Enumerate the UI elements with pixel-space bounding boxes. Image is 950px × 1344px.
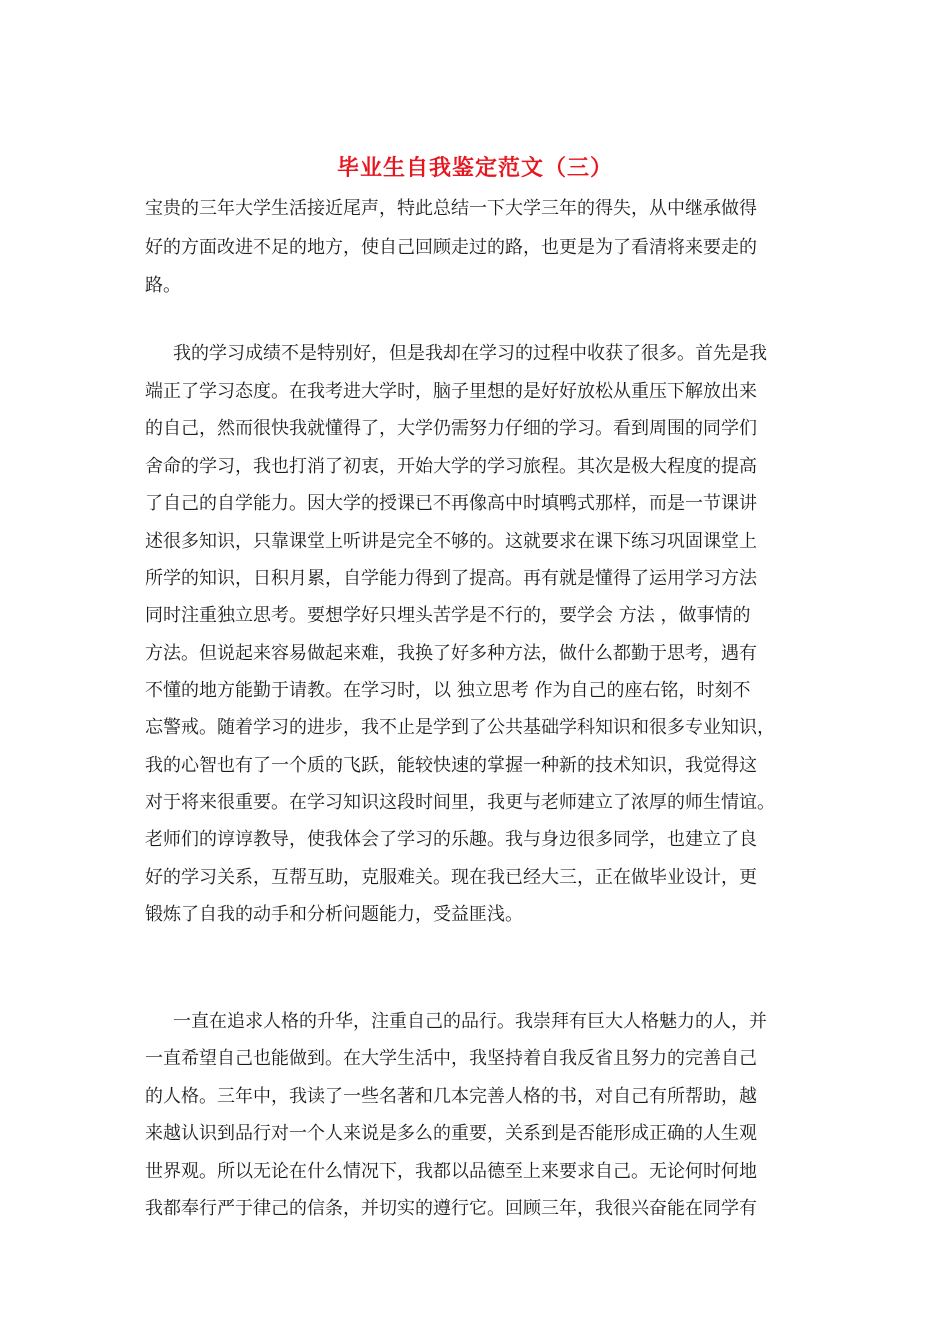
paragraph-line: 舍命的学习，我也打消了初衷，开始大学的学习旅程。其次是极大程度的提高 (145, 456, 757, 477)
document-title: 毕业生自我鉴定范文（三） (336, 155, 613, 181)
paragraph-line: 不懂的地方能勤于请教。在学习时，以 独立思考 作为自己的座右铭，时刻不 (145, 680, 751, 701)
paragraph-line: 述很多知识，只靠课堂上听讲是完全不够的。这就要求在课下练习巩固课堂上 (145, 531, 757, 552)
paragraph-line: 好的方面改进不足的地方，使自己回顾走过的路，也更是为了看清将来要走的 (145, 237, 757, 258)
paragraph-line: 我的学习成绩不是特别好，但是我却在学习的过程中收获了很多。首先是我 (173, 343, 767, 364)
paragraph-line: 一直希望自己也能做到。在大学生活中，我坚持着自我反省且努力的完善自己 (145, 1048, 757, 1069)
paragraph-line: 忘警戒。随着学习的进步，我不止是学到了公共基础学科知识和很多专业知识， (145, 717, 775, 738)
paragraph-line: 所学的知识，日积月累，自学能力得到了提高。再有就是懂得了运用学习方法 (145, 568, 757, 589)
paragraph-line: 对于将来很重要。在学习知识这段时间里，我更与老师建立了浓厚的师生情谊。 (145, 792, 775, 813)
paragraph-line: 同时注重独立思考。要想学好只埋头苦学是不行的，要学会 方法 ，做事情的 (145, 605, 751, 626)
paragraph-line: 了自己的自学能力。因大学的授课已不再像高中时填鸭式那样，而是一节课讲 (145, 493, 757, 514)
paragraph-line: 我的心智也有了一个质的飞跃，能较快速的掌握一种新的技术知识，我觉得这 (145, 755, 757, 776)
paragraph-line: 锻炼了自我的动手和分析问题能力，受益匪浅。 (145, 904, 523, 925)
paragraph-line: 老师们的谆谆教导，使我体会了学习的乐趣。我与身边很多同学，也建立了良 (145, 829, 757, 850)
paragraph-line: 路。 (145, 275, 181, 296)
paragraph-line: 一直在追求人格的升华，注重自己的品行。我崇拜有巨大人格魅力的人，并 (173, 1011, 767, 1032)
paragraph-line: 来越认识到品行对一个人来说是多么的重要，关系到是否能形成正确的人生观 (145, 1123, 757, 1144)
paragraph-line: 的人格。三年中，我读了一些名著和几本完善人格的书，对自己有所帮助，越 (145, 1086, 757, 1107)
paragraph-line: 我都奉行严于律己的信条，并切实的遵行它。回顾三年，我很兴奋能在同学有 (145, 1198, 757, 1219)
paragraph-line: 方法。但说起来容易做起来难，我换了好多种方法，做什么都勤于思考，遇有 (145, 643, 757, 664)
paragraph-line: 世界观。所以无论在什么情况下，我都以品德至上来要求自己。无论何时何地 (145, 1161, 757, 1182)
paragraph-line: 宝贵的三年大学生活接近尾声，特此总结一下大学三年的得失，从中继承做得 (145, 198, 757, 219)
paragraph-line: 端正了学习态度。在我考进大学时，脑子里想的是好好放松从重压下解放出来 (145, 381, 757, 402)
paragraph-line: 的自己，然而很快我就懂得了，大学仍需努力仔细的学习。看到周围的同学们 (145, 418, 757, 439)
paragraph-line: 好的学习关系，互帮互助，克服难关。现在我已经大三，正在做毕业设计，更 (145, 867, 757, 888)
